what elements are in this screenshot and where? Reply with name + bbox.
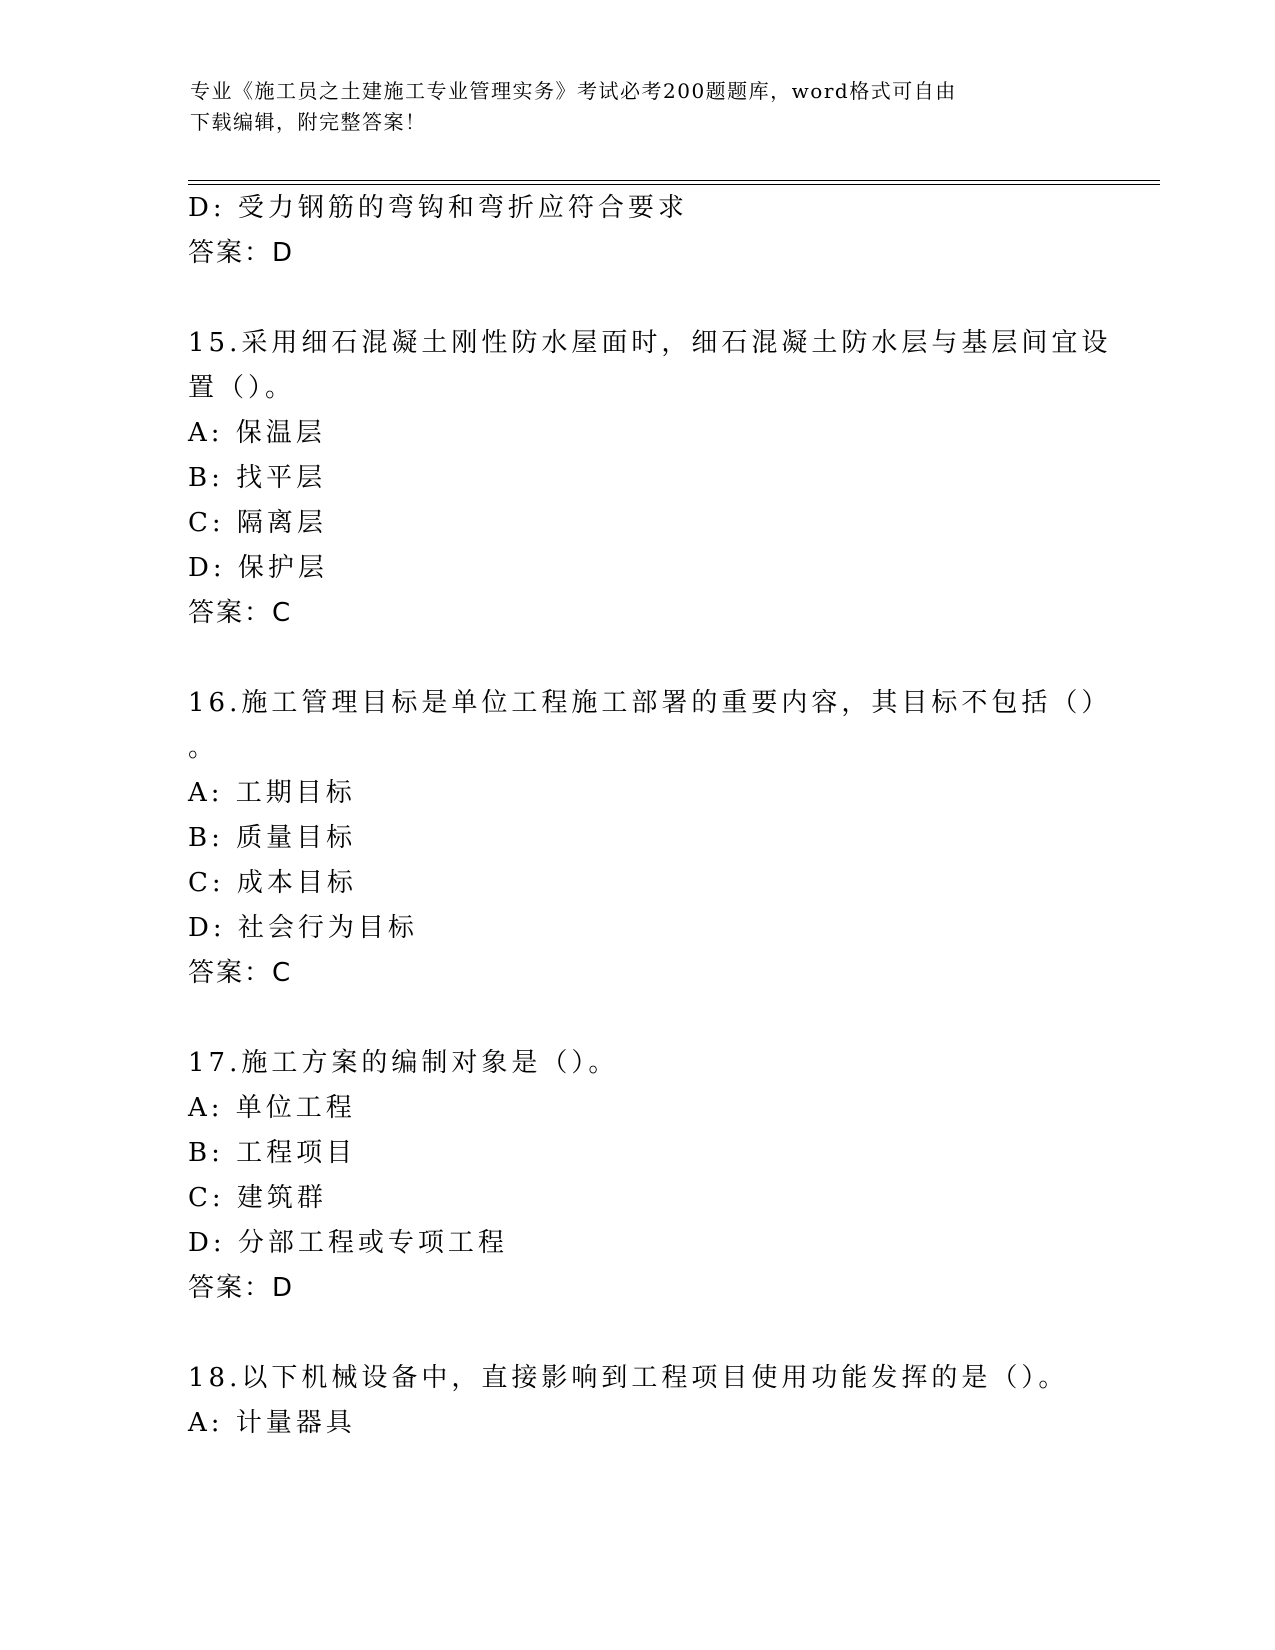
q18-stem-line1: 18.以下机械设备中，直接影响到工程项目使用功能发挥的是（）。 bbox=[188, 1363, 1069, 1393]
q17-option-d: D: 分部工程或专项工程 bbox=[188, 1228, 508, 1258]
q16-option-a: A: 工期目标 bbox=[188, 778, 356, 808]
q15-option-b: B: 找平层 bbox=[188, 463, 327, 493]
q15-option-a: A: 保温层 bbox=[188, 418, 326, 448]
q17-option-a: A: 单位工程 bbox=[188, 1093, 356, 1123]
q16-option-b: B: 质量目标 bbox=[188, 823, 357, 853]
q15-stem-line1: 15.采用细石混凝土刚性防水屋面时，细石混凝土防水层与基层间宜设 bbox=[188, 328, 1112, 358]
header-rule-top bbox=[188, 180, 1160, 181]
q15-option-c: C: 隔离层 bbox=[188, 508, 327, 538]
header-title-line1: 专业《施工员之土建施工专业管理实务》考试必考200题题库，word格式可自由 bbox=[190, 79, 957, 103]
prev-option-d: D: 受力钢筋的弯钩和弯折应符合要求 bbox=[188, 193, 688, 223]
q17-option-c: C: 建筑群 bbox=[188, 1183, 327, 1213]
q16-option-c: C: 成本目标 bbox=[188, 868, 357, 898]
header-rule-bottom bbox=[188, 184, 1160, 185]
document-header bbox=[190, 76, 1090, 138]
prev-answer: 答案：D bbox=[188, 238, 295, 268]
q15-stem-line2: 置（）。 bbox=[188, 373, 296, 403]
q17-option-b: B: 工程项目 bbox=[188, 1138, 357, 1168]
q16-option-d: D: 社会行为目标 bbox=[188, 913, 418, 943]
q18-option-a: A: 计量器具 bbox=[188, 1408, 356, 1438]
header-title-line2: 下载编辑，附完整答案！ bbox=[190, 110, 427, 134]
q16-stem-line1: 16.施工管理目标是单位工程施工部署的重要内容，其目标不包括（） bbox=[188, 688, 1112, 718]
q15-answer: 答案：C bbox=[188, 598, 293, 628]
q17-stem-line1: 17.施工方案的编制对象是（）。 bbox=[188, 1048, 619, 1078]
q15-option-d: D: 保护层 bbox=[188, 553, 328, 583]
q17-answer: 答案：D bbox=[188, 1273, 295, 1303]
q16-stem-line2: 。 bbox=[188, 733, 219, 763]
q16-answer: 答案：C bbox=[188, 958, 293, 988]
